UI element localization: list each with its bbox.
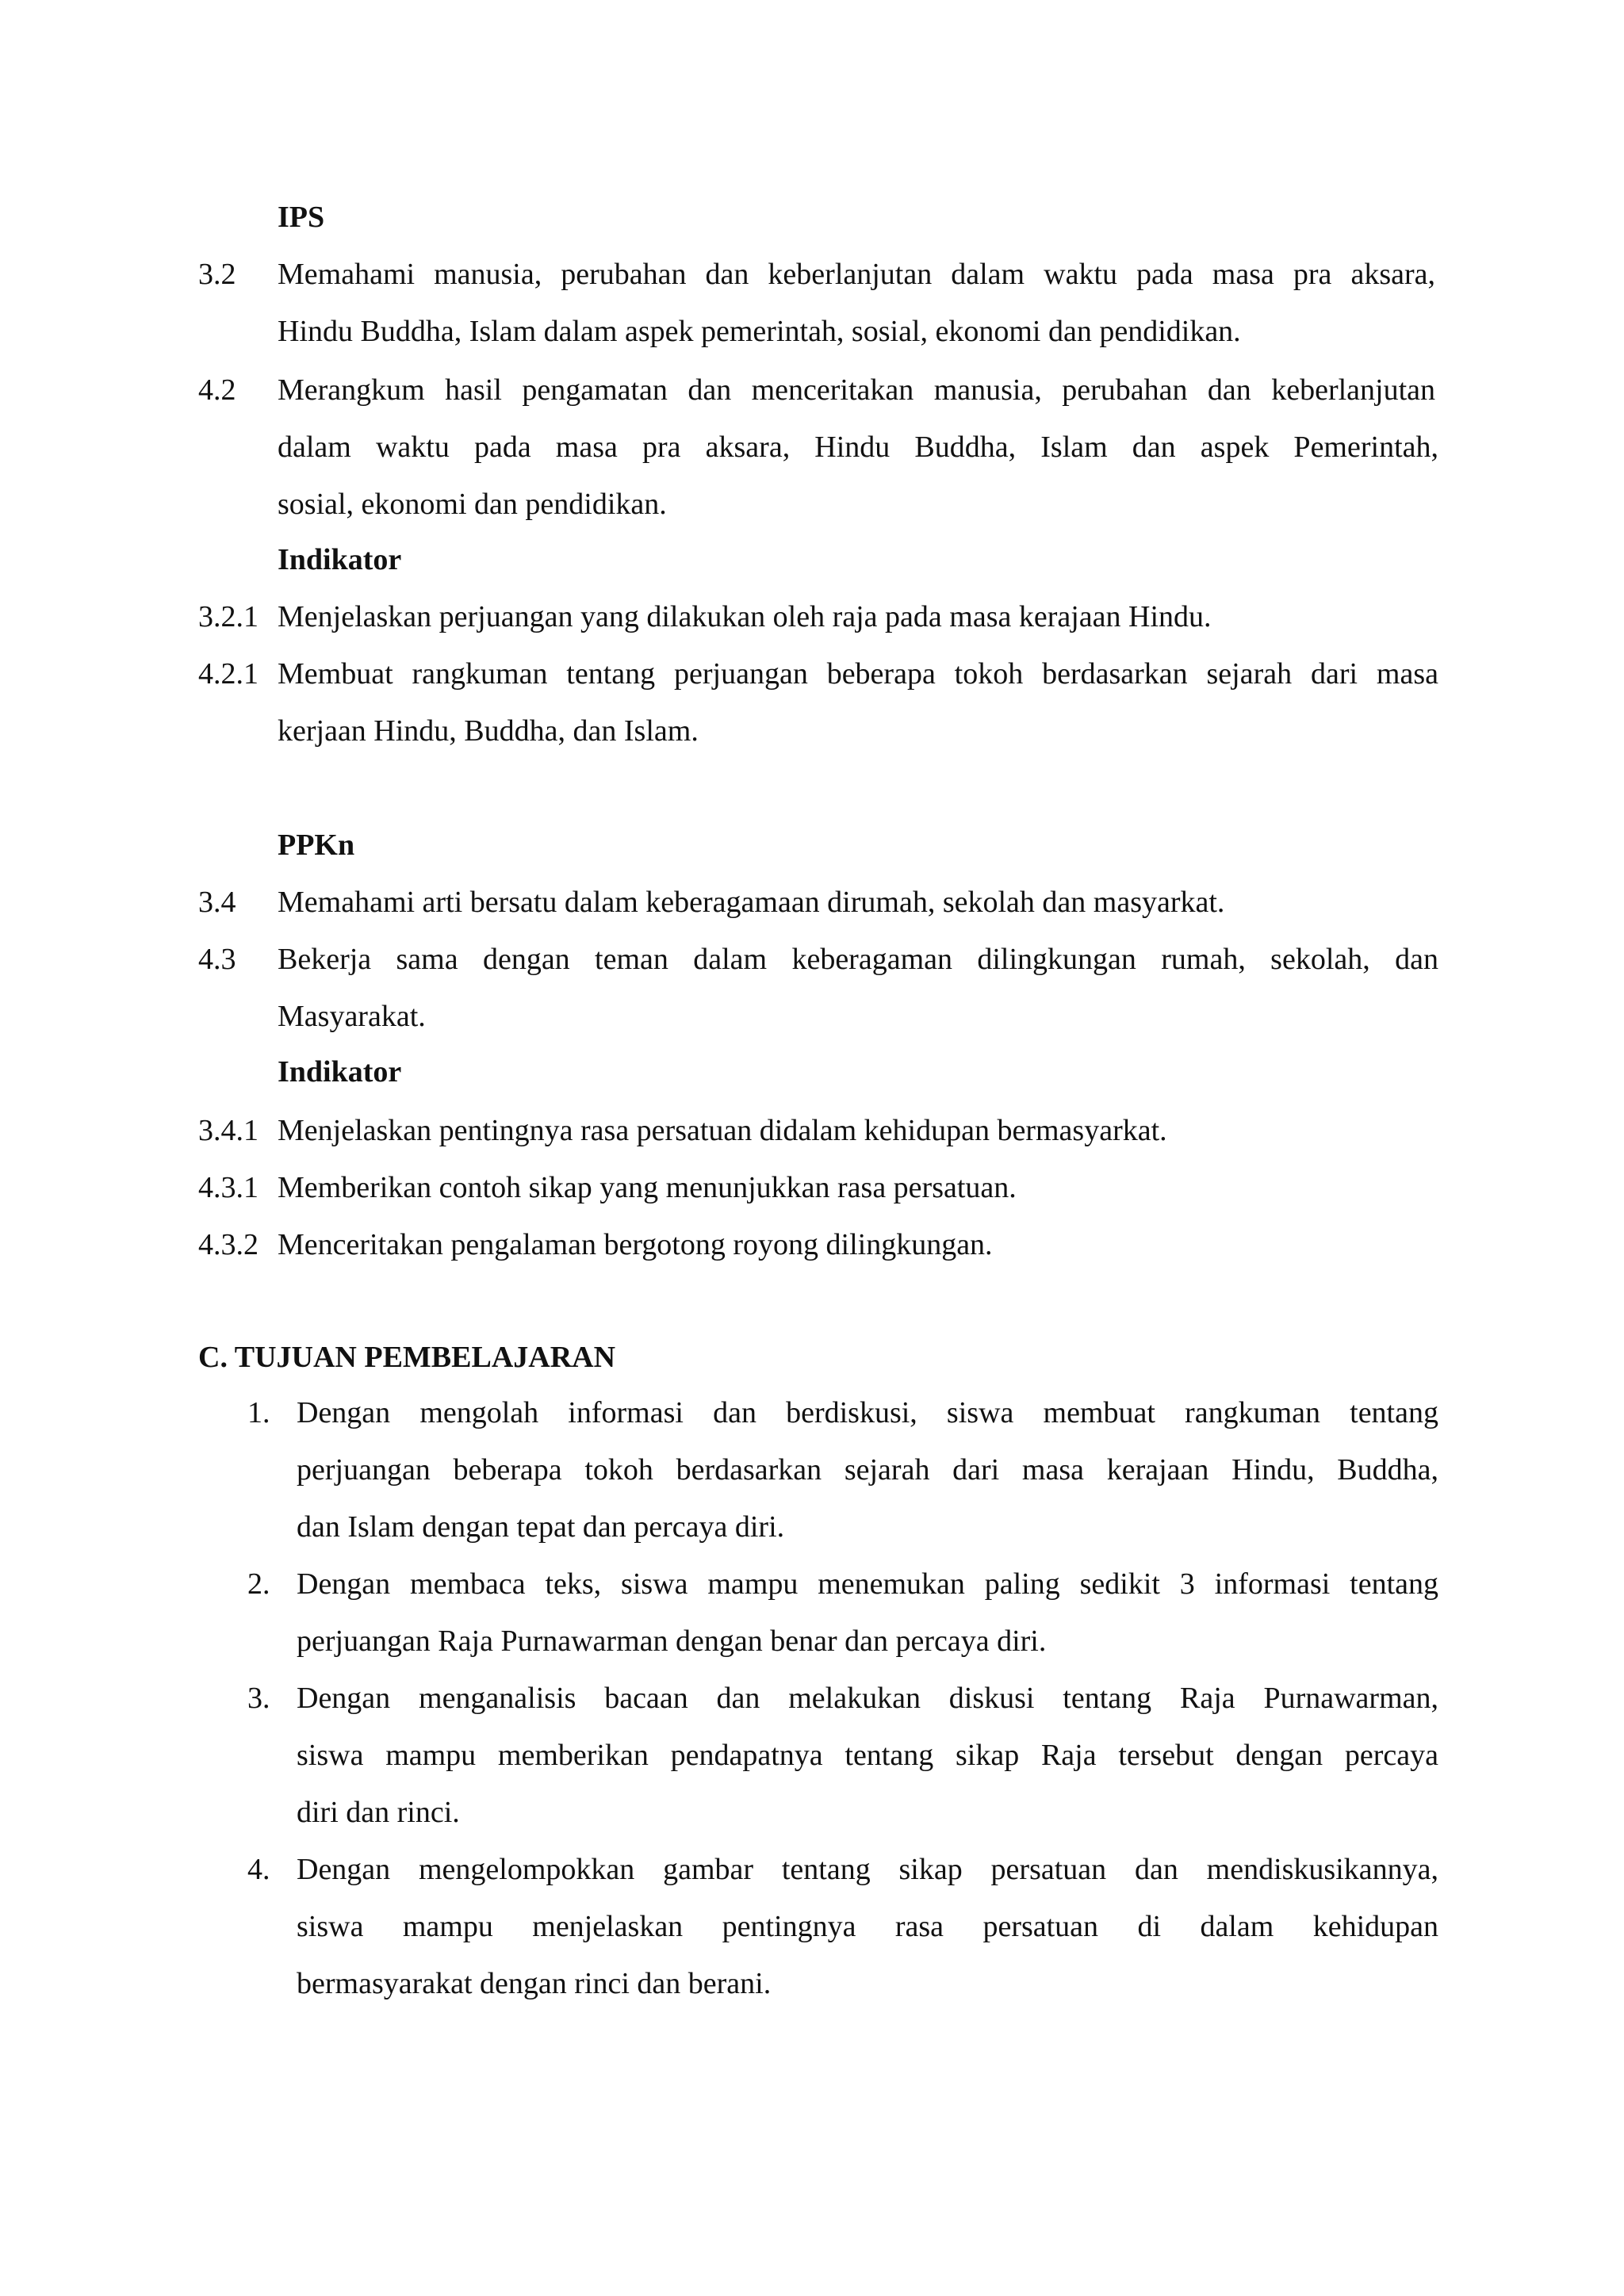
tujuan-item-text: Dengan mengelompokkan gambar tentang sikap persatuan dan mendiskusikannya, bbox=[297, 1853, 1438, 1886]
tujuan-item-text: Dengan mengolah informasi dan berdiskusi, siswa membuat rangkuman tentang bbox=[297, 1396, 1438, 1429]
ips-item-text: Merangkum hasil pengamatan dan menceritakan manusia, perubahan dan keberlanjutan bbox=[278, 373, 1435, 407]
tujuan-item-number: 4. bbox=[247, 1853, 270, 1886]
ppkn-indikator-text: Memberikan contoh sikap yang menunjukkan rasa persatuan. bbox=[278, 1171, 1017, 1204]
tujuan-item-text: perjuangan Raja Purnawarman dengan benar dan percaya diri. bbox=[297, 1624, 1047, 1658]
ppkn-indikator-text: Menjelaskan pentingnya rasa persatuan didalam kehidupan bermasyarkat. bbox=[278, 1114, 1167, 1147]
tujuan-item-text: siswa mampu memberikan pendapatnya tentang sikap Raja tersebut dengan percaya bbox=[297, 1739, 1438, 1772]
ips-indikator-number: 4.2.1 bbox=[198, 657, 259, 691]
ppkn-indikator-heading: Indikator bbox=[278, 1055, 402, 1089]
tujuan-item-text: Dengan menganalisis bacaan dan melakukan diskusi tentang Raja Purnawarman, bbox=[297, 1682, 1438, 1715]
ips-heading: IPS bbox=[278, 201, 325, 234]
tujuan-item-text: dan Islam dengan tepat dan percaya diri. bbox=[297, 1510, 785, 1544]
ppkn-item-number: 4.3 bbox=[198, 943, 236, 976]
ppkn-item-text: Masyarakat. bbox=[278, 1000, 426, 1033]
tujuan-item-text: bermasyarakat dengan rinci dan berani. bbox=[297, 1967, 772, 2000]
ppkn-heading: PPKn bbox=[278, 828, 355, 862]
ppkn-item-text: Bekerja sama dengan teman dalam keberagaman dilingkungan rumah, sekolah, dan bbox=[278, 943, 1438, 976]
ips-item-text: sosial, ekonomi dan pendidikan. bbox=[278, 488, 667, 521]
ips-item-text: Hindu Buddha, Islam dalam aspek pemerintah, sosial, ekonomi dan pendidikan. bbox=[278, 315, 1241, 348]
ips-indikator-text: kerjaan Hindu, Buddha, dan Islam. bbox=[278, 714, 699, 748]
ips-indikator-text: Menjelaskan perjuangan yang dilakukan oleh raja pada masa kerajaan Hindu. bbox=[278, 600, 1212, 633]
tujuan-item-number: 3. bbox=[247, 1682, 270, 1715]
tujuan-item-text: siswa mampu menjelaskan pentingnya rasa persatuan di dalam kehidupan bbox=[297, 1910, 1438, 1943]
ips-item-text: dalam waktu pada masa pra aksara, Hindu Buddha, Islam dan aspek Pemerintah, bbox=[278, 430, 1438, 464]
ips-item-text: Memahami manusia, perubahan dan keberlanjutan dalam waktu pada masa pra aksara, bbox=[278, 258, 1435, 291]
tujuan-item-number: 1. bbox=[247, 1396, 270, 1429]
ppkn-item-number: 3.4 bbox=[198, 886, 236, 919]
ips-item-number: 4.2 bbox=[198, 373, 236, 407]
ppkn-item-text: Memahami arti bersatu dalam keberagamaan dirumah, sekolah dan masyarkat. bbox=[278, 886, 1225, 919]
ips-item-number: 3.2 bbox=[198, 258, 236, 291]
tujuan-item-text: Dengan membaca teks, siswa mampu menemukan paling sedikit 3 informasi tentang bbox=[297, 1567, 1438, 1601]
tujuan-heading: C. TUJUAN PEMBELAJARAN bbox=[198, 1341, 616, 1374]
ips-indikator-text: Membuat rangkuman tentang perjuangan beberapa tokoh berdasarkan sejarah dari masa bbox=[278, 657, 1438, 691]
tujuan-item-text: diri dan rinci. bbox=[297, 1796, 460, 1829]
ppkn-indikator-text: Menceritakan pengalaman bergotong royong dilingkungan. bbox=[278, 1228, 993, 1261]
ips-indikator-number: 3.2.1 bbox=[198, 600, 259, 633]
ppkn-indikator-number: 3.4.1 bbox=[198, 1114, 259, 1147]
ppkn-indikator-number: 4.3.1 bbox=[198, 1171, 259, 1204]
ips-indikator-heading: Indikator bbox=[278, 543, 402, 576]
ppkn-indikator-number: 4.3.2 bbox=[198, 1228, 259, 1261]
tujuan-item-text: perjuangan beberapa tokoh berdasarkan sejarah dari masa kerajaan Hindu, Buddha, bbox=[297, 1453, 1438, 1487]
tujuan-item-number: 2. bbox=[247, 1567, 270, 1601]
